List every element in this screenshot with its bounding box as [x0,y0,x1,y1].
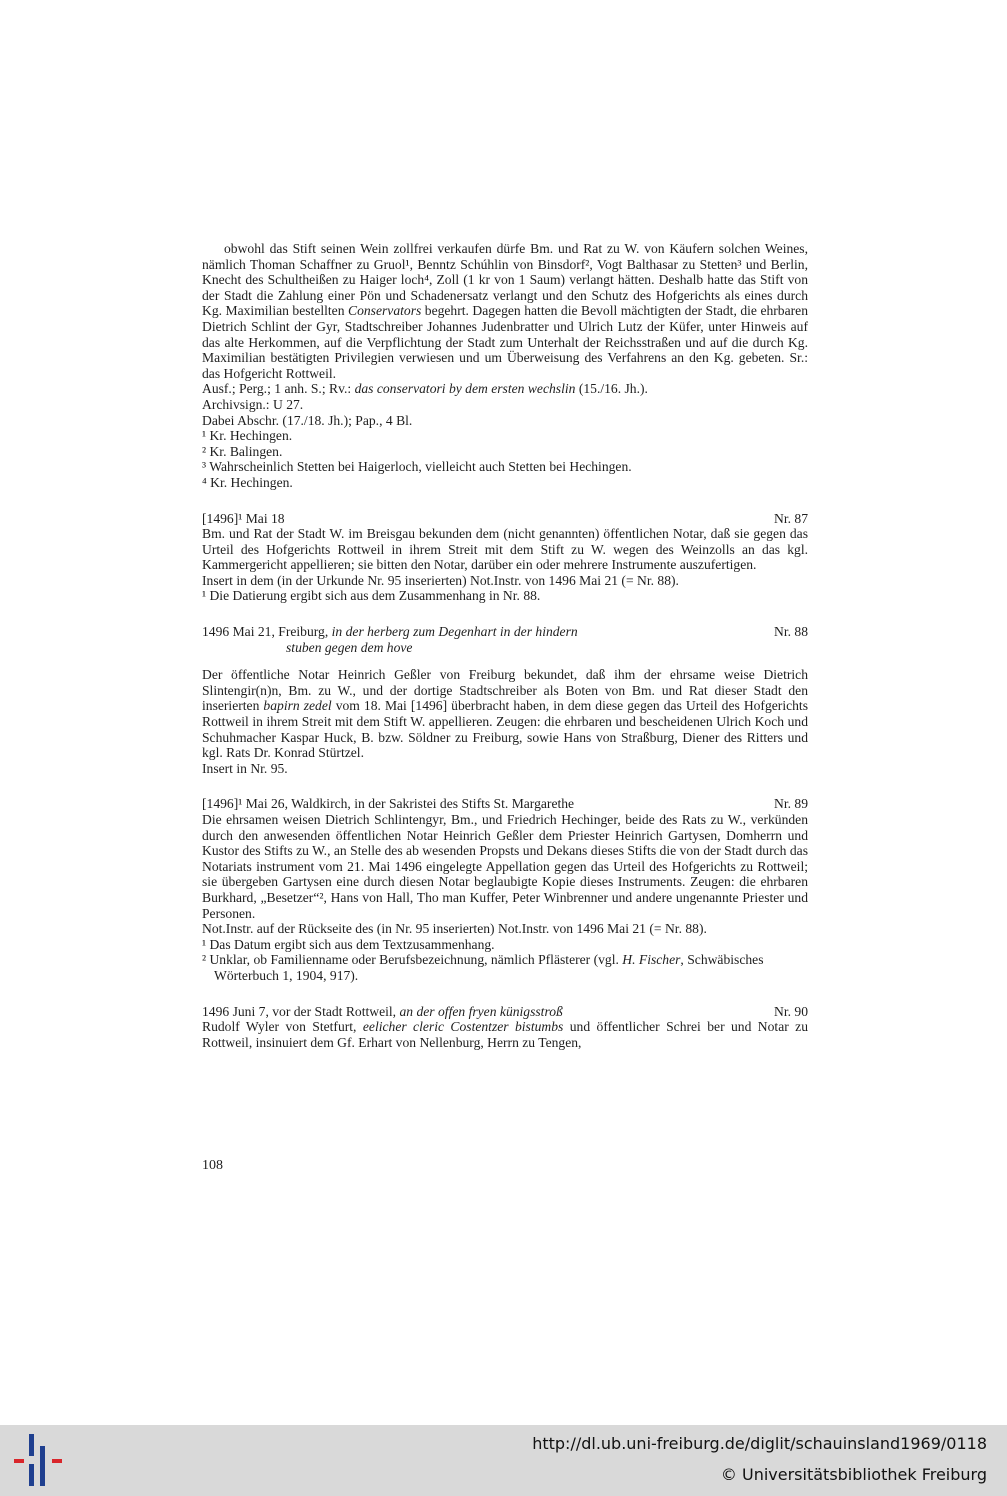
entry-body-89: Die ehrsamen weisen Dietrich Schlintengyr, Bm., und Friedrich Hechinger, beide des Rats zu W., verkünden durch den anwesenden öffentlichen Notar Heinrich Geßler dem Priester Heinrich Gartysen, Domherrn und Kustor des Stifts zu W., an Stelle des ab wesenden Propsts und Dekans dieses Stifts die von der Stadt durch das Notariats instrument vom 21. Mai 1496 eingelegte Appellation gegen das Urteil des Hofgerichts zu Rottweil; sie übergeben Gartysen eine durch diesen Notar beglaubigte Kopie dieses Instruments. Zeugen: die ehrbaren Burkhard, „Besetzer“², Hans von Hall, Tho man Kuffer, Peter Winbrenner und andere ungenannte Priester und Personen. [202,812,808,921]
intro-text-end: begehrt. Dagegen hatten die Bevoll mächtigten der Stadt, die ehrbaren Dietrich Schlint der Gyr, Stadtschreiber Johannes Judenbratter und Ulrich Lutz der Küfer, unter Hinweis auf das alte Herkommen, auf die Verpflichtung der Stadt zum Unterhalt der Reichsstraßen und auf die durch Kg. Maximilian bestätigten Privilegien verwiesen und um Überweisung des Verfahrens an den Kg. gebeten. Sr.: das Hofgericht Rottweil. [202,303,808,381]
entry-date [202,624,578,640]
page-text [202,241,808,1050]
entry-date-italic: in der herberg zum Degenhart in der hindern [331,624,578,640]
viewer-footer [0,1425,1007,1496]
footnote-text: ² Unklar, ob Familienname oder Berufsbezeichnung, nämlich Pflästerer (vgl. [202,952,623,968]
ausf-line [202,381,808,397]
archiv-line: Archivsign.: U 27. [202,396,304,412]
footnote: ⁴ Kr. Hechingen. [202,474,293,490]
intro-italic: Conservators [348,303,422,319]
ausf-text: Ausf.; Perg.; 1 anh. S.; Rv.: [202,381,355,397]
entry-date [202,1004,563,1020]
entry-heading-88 [202,624,808,640]
entry-body-90 [202,1019,808,1050]
entry-date-italic: an der offen fryen künigsstroß [399,1003,563,1019]
entry-number: Nr. 88 [774,624,808,640]
ausf-end: (15./16. Jh.). [575,381,648,397]
entry-date: [1496]¹ Mai 26, Waldkirch, in der Sakristei des Stifts St. Margarethe [202,796,575,812]
entry-heading-90 [202,1004,808,1020]
intro-paragraph [202,241,808,381]
footnote [202,952,808,983]
ausf-italic: das conservatori by dem ersten wechslin [354,381,576,397]
entry-heading-89 [202,796,808,812]
page-number: 108 [202,1158,223,1173]
ub-freiburg-logo-icon [14,1434,64,1486]
entry-date-text: 1496 Mai 21, Freiburg, [202,624,332,640]
entry-date: [1496]¹ Mai 18 [202,510,285,526]
entry-body-text: Rudolf Wyler von Stetfurt, [202,1019,363,1035]
entry-body-88 [202,667,808,761]
entry-number: Nr. 87 [774,510,808,526]
copyright-notice: © Universitätsbibliothek Freiburg [720,1465,987,1484]
entry-body-italic: eelicher cleric Costentzer bistumbs [362,1019,564,1035]
footnote: ¹ Die Datierung ergibt sich aus dem Zusammenhang in Nr. 88. [202,588,541,604]
entry-date-text: 1496 Juni 7, vor der Stadt Rottweil, [202,1003,400,1019]
entry-heading-87 [202,511,808,527]
entry-body-end: und öffentlicher Schrei ber und Notar zu Rottweil, insinuiert dem Gf. Erhart von Nellenburg, Herrn zu Tengen, [202,1019,808,1050]
footnote-end: , Schwäbisches Wörterbuch 1, 1904, 917). [214,952,764,983]
entry-body-italic: bapirn zedel [263,698,332,714]
footnote: ² Kr. Balingen. [202,443,283,459]
entry-insert-87: Insert in dem (in der Urkunde Nr. 95 inserierten) Not.Instr. von 1496 Mai 21 (= Nr. 88). [202,572,679,588]
entry-instr-89: Not.Instr. auf der Rückseite des (in Nr. 95 inserierten) Not.Instr. von 1496 Mai 21 (= Nr. 88). [202,921,707,937]
footnote: ³ Wahrscheinlich Stetten bei Haigerloch, vielleicht auch Stetten bei Hechingen. [202,459,632,475]
entry-body-87: Bm. und Rat der Stadt W. im Breisgau bekunden dem (nicht genannten) öffentlichen Notar, daß sie gegen das Urteil des Hofgerichts Rottweil in ihrem Streit mit dem Stift zu W. wegen des Weinzolls an das kgl. Kammergericht appellieren; sie bitten den Notar, darüber ein oder mehrere Instrumente auszufertigen. [202,526,808,573]
dabei-line: Dabei Abschr. (17./18. Jh.); Pap., 4 Bl. [202,412,413,428]
entry-number: Nr. 89 [774,796,808,812]
entry-number: Nr. 90 [774,1003,808,1019]
footnote: ¹ Kr. Hechingen. [202,428,293,444]
entry-date-continuation: stuben gegen dem hove [286,639,413,655]
entry-insert-88: Insert in Nr. 95. [202,760,288,776]
intro-text: obwohl das Stift seinen Wein zollfrei verkaufen dürfe Bm. und Rat zu W. von Käufern solchen Weines, nämlich Thoman Schaffner zu Gruol¹, Benntz Schúhlin von Binsdorf², Vogt Balthasar zu Stetten³ und Berlin, Knecht des Schultheißen zu Haiger loch⁴, Zoll (1 kr von 1 Saum) verlangt hätten. Deshalb hatte das Stift von der Stadt die Zahlung einer Pön und Schadenersatz verlangt und den Schutz des Hofgerichts als eines durch Kg. Maximilian bestellten [202,241,808,319]
footnote: ¹ Das Datum ergibt sich aus dem Textzusammenhang. [202,936,495,952]
entry-body-end: vom 18. Mai [1496] überbracht haben, in dem diese gegen das Urteil des Hofgerichts Rottweil in ihrem Streit mit dem Stift W. appellieren. Zeugen: die ehrbaren und bescheidenen Ulrich Koch und Schuhmacher Kaspar Huck, B. bzw. Söldner zu Freiburg, sowie Hans von Straßburg, Diener des Ritters und kgl. Rats Dr. Konrad Stürtzel. [202,698,808,761]
permalink-url[interactable]: http://dl.ub.uni-freiburg.de/diglit/schauinsland1969/0118 [532,1434,987,1453]
entry-body-text: Der öffentliche Notar Heinrich Geßler von Freiburg bekundet, daß ihm der ehrsame weise Dietrich Slintengir(n)n, Bm. zu W., und der dortige Stadtschreiber als Boten von Bm. und Rat dieser Stadt den inserierten [202,667,808,714]
footnote-italic: H. Fischer [622,952,681,968]
